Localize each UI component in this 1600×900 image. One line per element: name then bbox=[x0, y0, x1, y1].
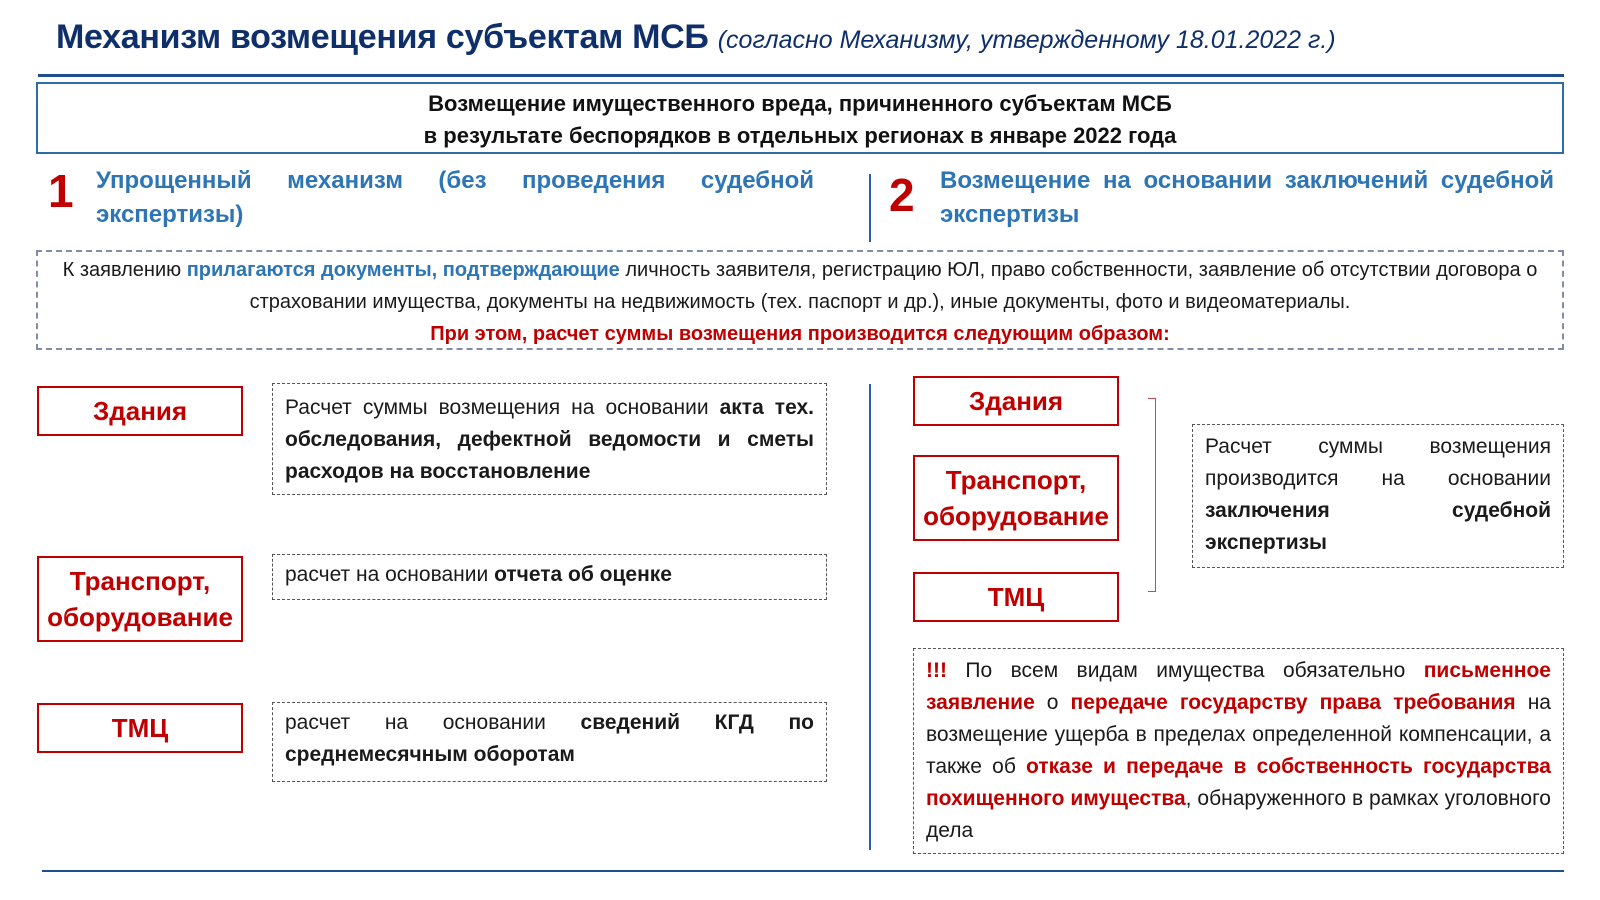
mechanism-1-number: 1 bbox=[48, 165, 74, 217]
banner-line-1: Возмещение имущественного вреда, причиненного субъектам МСБ bbox=[428, 91, 1172, 116]
left-category-inventory: ТМЦ bbox=[37, 703, 243, 753]
columns-divider bbox=[869, 384, 871, 850]
mechanism-divider bbox=[869, 174, 871, 242]
right-category-transport: Транспорт, оборудование bbox=[913, 455, 1119, 541]
left-category-buildings: Здания bbox=[37, 386, 243, 436]
footer-divider bbox=[42, 870, 1564, 872]
right-category-inventory: ТМЦ bbox=[913, 572, 1119, 622]
documents-info-text: К заявлению прилагаются документы, подтверждающие личность заявителя, регистрацию ЮЛ, право собственности, заявление об отсутствии договора о страховании имущества, документы на недвижимость (тех. паспорт и др.), иные документы, фото и видеоматериалы. bbox=[62, 259, 1538, 313]
documents-info-box bbox=[36, 250, 1564, 350]
banner-line-2: в результате беспорядков в отдельных регионах в январе 2022 года bbox=[423, 123, 1177, 148]
obligatory-note: !!! По всем видам имущества обязательно письменное заявление о передаче государству права требования на возмещение ущерба в пределах определенной компенсации, а также об отказе и передаче в собственность государства похищенного имущества, обнаруженного в рамках уголовного дела bbox=[913, 648, 1564, 854]
mechanism-1-label: Упрощенный механизм (без проведения судебной экспертизы) bbox=[96, 167, 814, 228]
left-desc-transport: расчет на основании отчета об оценке bbox=[272, 554, 827, 600]
title-divider bbox=[38, 74, 1564, 77]
left-desc-inventory: расчет на основании сведений КГД по среднемесячным оборотам bbox=[272, 702, 827, 782]
left-desc-buildings: Расчет суммы возмещения на основании акта тех. обследования, дефектной ведомости и сметы расходов на восстановление bbox=[272, 383, 827, 495]
mechanism-2-number: 2 bbox=[889, 169, 915, 221]
page-subtitle: (согласно Механизму, утвержденному 18.01.2022 г.) bbox=[717, 26, 1336, 54]
banner-box bbox=[36, 82, 1564, 154]
left-category-transport: Транспорт, оборудование bbox=[37, 556, 243, 642]
right-category-buildings: Здания bbox=[913, 376, 1119, 426]
right-calc-desc: Расчет суммы возмещения производится на основании заключения судебной экспертизы bbox=[1192, 424, 1564, 568]
categories-bracket bbox=[1148, 398, 1156, 592]
mechanism-2-label: Возмещение на основании заключений судебной экспертизы bbox=[940, 167, 1554, 228]
calculation-note: При этом, расчет суммы возмещения производится следующим образом: bbox=[430, 323, 1170, 345]
page-title bbox=[56, 18, 1336, 57]
page-title-main: Механизм возмещения субъектам МСБ bbox=[56, 18, 709, 56]
